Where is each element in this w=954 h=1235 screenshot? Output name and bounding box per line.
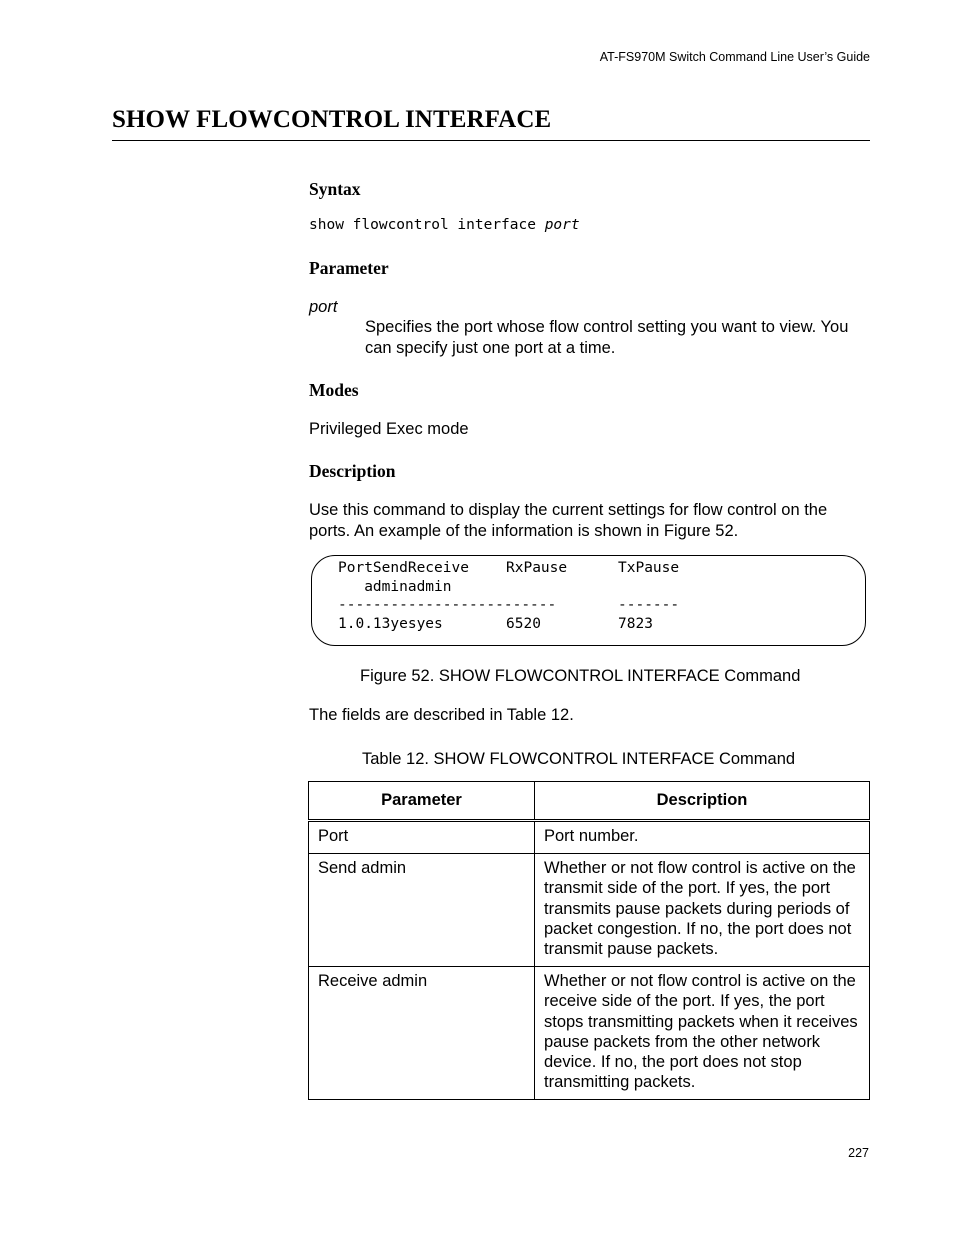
code-cell: RxPause: [506, 560, 568, 576]
code-cell: -------: [618, 597, 680, 613]
table-header-cell: Description: [535, 782, 870, 821]
table-row: [309, 854, 870, 967]
code-cell: 1.0.13yesyes: [338, 616, 443, 632]
table-header-row: [309, 782, 870, 821]
code-cell: TxPause: [618, 560, 680, 576]
table-cell-description: Whether or not flow control is active on the receive side of the port. If yes, the port stops transmitting packets when it receives pause packets from the other network device. If no, the port does not stop transmitting packets.: [535, 967, 870, 1100]
modes-heading: Modes: [309, 380, 359, 400]
table-header-cell: Parameter: [309, 782, 535, 821]
code-cell: adminadmin: [338, 579, 452, 595]
parameter-definition: Specifies the port whose flow control setting you want to view. You can specify just one port at a time.: [365, 318, 849, 357]
table-row: [309, 821, 870, 854]
code-cell: 6520: [506, 616, 541, 632]
table-caption: Table 12. SHOW FLOWCONTROL INTERFACE Command: [362, 750, 796, 768]
syntax-command: [309, 217, 580, 233]
table-cell-parameter: Receive admin: [309, 967, 535, 1100]
code-cell: PortSendReceive: [338, 560, 469, 576]
page-title: SHOW FLOWCONTROL INTERFACE: [112, 106, 552, 133]
table-cell-description: Whether or not flow control is active on the transmit side of the port. If yes, the port transmits pause packets during periods of packet congestion. If no, the port does not transmit pause packets.: [535, 854, 870, 967]
code-cell: 7823: [618, 616, 653, 632]
fields-table: [308, 781, 870, 1100]
table-cell-parameter: Port: [309, 821, 535, 854]
table-row: [309, 967, 870, 1100]
figure-caption: Figure 52. SHOW FLOWCONTROL INTERFACE Command: [360, 667, 801, 685]
parameter-heading: Parameter: [309, 258, 389, 278]
page-number: 227: [848, 1146, 869, 1160]
code-example-box: [311, 555, 866, 646]
description-heading: Description: [309, 461, 396, 481]
syntax-argument: port: [544, 217, 580, 233]
table-cell-parameter: Send admin: [309, 854, 535, 967]
table-cell-description: Port number.: [535, 821, 870, 854]
syntax-command-text: show flowcontrol interface: [309, 217, 545, 233]
code-cell: -------------------------: [338, 597, 557, 613]
description-text: Use this command to display the current settings for flow control on the ports. An example of the information is shown in Figure 52.: [309, 501, 828, 540]
syntax-heading: Syntax: [309, 179, 361, 199]
title-rule: [112, 140, 870, 141]
running-header: AT-FS970M Switch Command Line User’s Guide: [599, 50, 870, 64]
fields-intro: The fields are described in Table 12.: [309, 706, 574, 724]
parameter-term: port: [309, 298, 338, 316]
modes-text: Privileged Exec mode: [309, 420, 469, 438]
